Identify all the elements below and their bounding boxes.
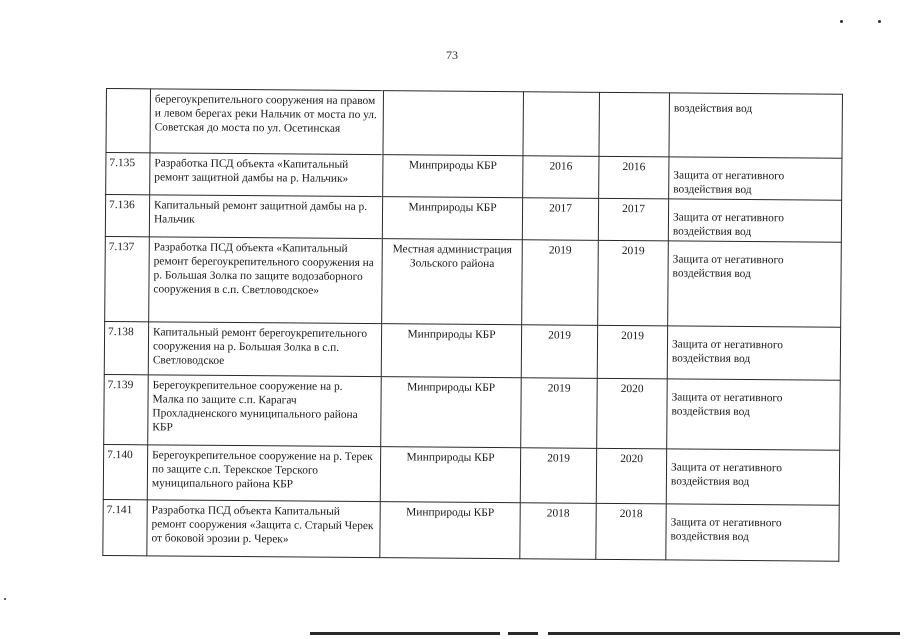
end-year: 2019: [598, 240, 669, 326]
executor: [383, 91, 523, 156]
bottom-scan-rule-right: [548, 632, 900, 635]
row-number: [106, 89, 151, 153]
end-year: 2020: [596, 448, 666, 504]
goal: Защита от негативного воздействия вод: [667, 379, 841, 450]
scan-speck: [840, 20, 843, 23]
row-number: 7.135: [106, 153, 150, 195]
row-number: 7.139: [104, 374, 149, 444]
end-year: 2016: [599, 156, 669, 199]
end-year: 2019: [597, 325, 667, 379]
end-year: [599, 92, 670, 157]
row-number: 7.136: [105, 195, 149, 237]
end-year: 2017: [598, 198, 668, 241]
table-row: [104, 321, 840, 380]
start-year: 2018: [520, 503, 596, 560]
row-number: 7.140: [103, 444, 147, 499]
goal: Защита от негативного воздействия вод: [668, 199, 841, 242]
start-year: 2017: [522, 198, 598, 241]
row-number: 7.137: [105, 236, 150, 321]
measure-description: Берегоукрепительное сооружение на р. Терек по защите с.п. Терекское Терского муниципального района КБР: [147, 445, 380, 502]
measure-description: Разработка ПСД объекта «Капитальный ремонт берегоукрепительного сооружения на р. Большая Золка по защите водозаборного сооружения в с.п. Светловодское»: [149, 237, 383, 324]
executor: Минприроды КБР: [380, 447, 520, 503]
goal: воздействия вод: [669, 93, 842, 158]
table-row: [103, 499, 839, 561]
row-number: 7.141: [103, 499, 147, 555]
executor: Минприроды КБР: [381, 377, 522, 448]
executor: Минприроды КБР: [380, 502, 520, 559]
executor: Минприроды КБР: [381, 324, 521, 378]
page-number: 73: [446, 48, 458, 62]
bottom-scan-rule-mid: [508, 632, 538, 635]
table-row: [105, 236, 842, 327]
row-number: 7.138: [104, 321, 148, 374]
start-year: 2019: [522, 240, 599, 326]
scan-speck: [878, 20, 881, 23]
table-row: [106, 153, 842, 201]
start-year: 2019: [521, 378, 598, 449]
start-year: 2016: [523, 156, 599, 199]
program-table-container: [102, 88, 842, 562]
table-row: [104, 374, 841, 450]
measure-description: Капитальный ремонт берегоукрепительного сооружения на р. Большая Золка в с.п. Светловодское: [148, 322, 381, 377]
goal: Защита от негативного воздействия вод: [667, 326, 840, 380]
executor: Минприроды КБР: [383, 155, 523, 198]
measure-description: берегоукрепительного сооружения на правом и левом берегах реки Нальчик от моста по ул. Советская до моста по ул. Осетинская: [150, 89, 383, 155]
measure-description: Разработка ПСД объекта «Капитальный ремонт защитной дамбы на р. Нальчик»: [150, 153, 383, 197]
goal: Защита от негативного воздействия вод: [666, 504, 839, 561]
table-row: [106, 89, 842, 159]
measure-description: Берегоукрепительное сооружение на р. Малка по защите с.п. Карагач Прохладненского муниципального района КБР: [148, 375, 382, 447]
table-row: [103, 444, 839, 505]
executor: Местная администрация Зольского района: [382, 239, 523, 325]
goal: Защита от негативного воздействия вод: [668, 241, 842, 327]
start-year: 2019: [521, 325, 597, 379]
start-year: 2019: [520, 448, 596, 504]
table-row: [105, 195, 841, 243]
bottom-scan-rule-left: [310, 632, 500, 635]
scan-speck: [4, 598, 6, 600]
goal: Защита от негативного воздействия вод: [666, 449, 839, 505]
executor: Минприроды КБР: [382, 197, 522, 240]
start-year: [523, 92, 600, 157]
measure-description: Разработка ПСД объекта Капитальный ремонт сооружения «Защита с. Старый Черек от боковой эрозии р. Черек»: [147, 500, 380, 558]
end-year: 2018: [596, 503, 666, 560]
program-table: [102, 88, 843, 562]
measure-description: Капитальный ремонт защитной дамбы на р. Нальчик: [149, 195, 382, 239]
goal: Защита от негативного воздействия вод: [669, 157, 842, 200]
end-year: 2020: [597, 378, 668, 449]
